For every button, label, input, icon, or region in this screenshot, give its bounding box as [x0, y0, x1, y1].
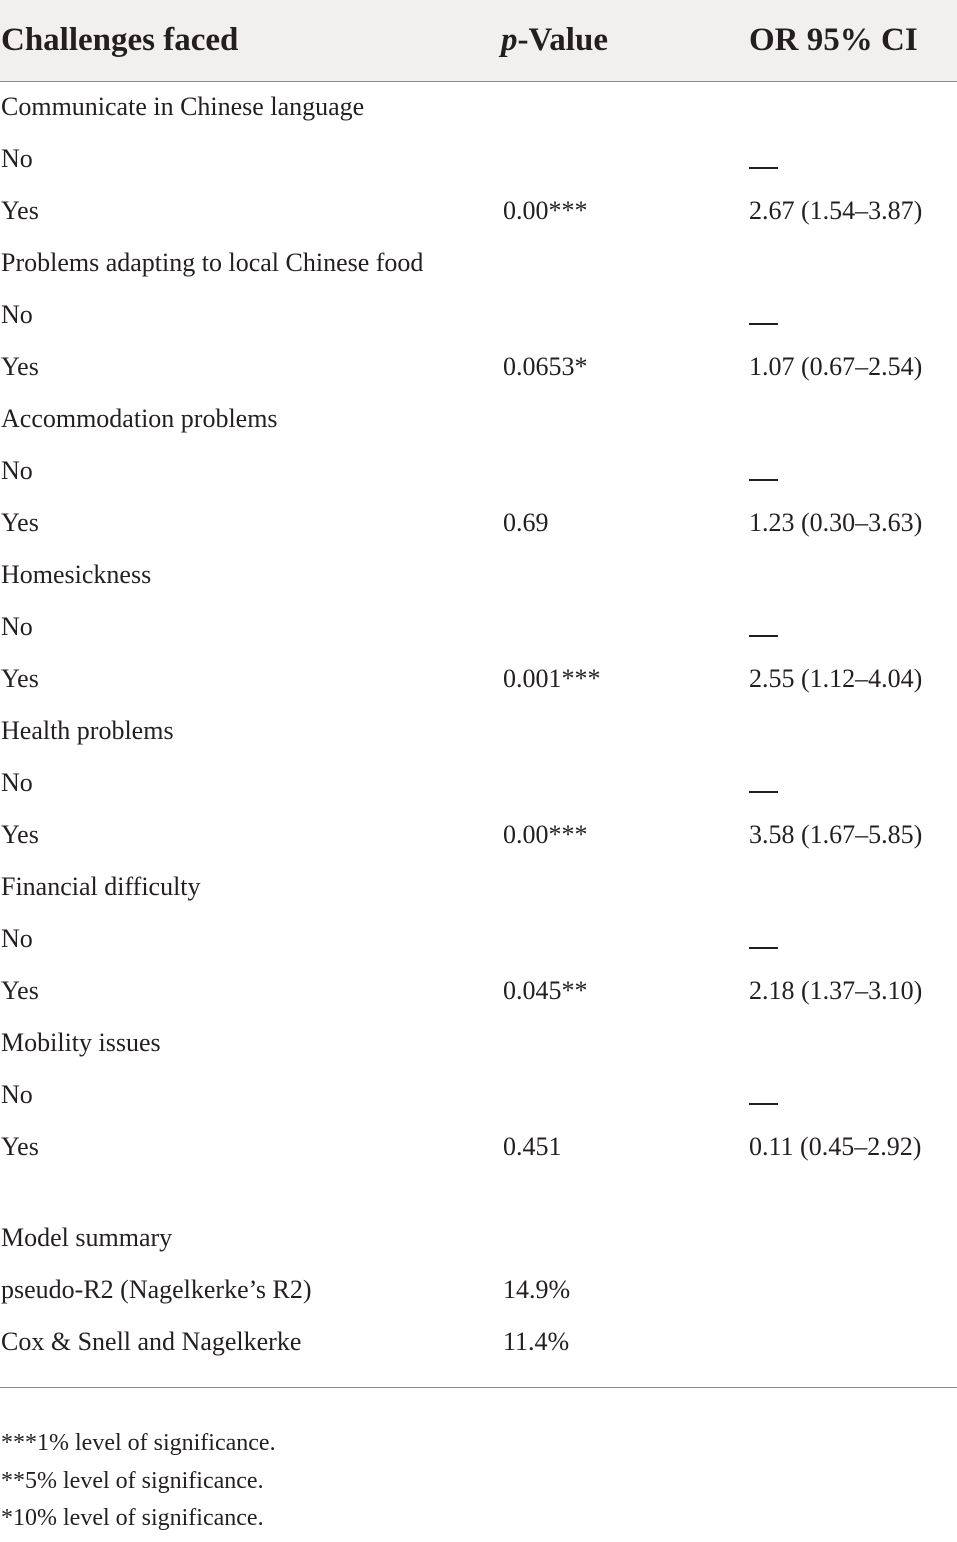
- row-label: Mobility issues: [1, 1028, 161, 1057]
- odds-ratio-cell: 2.67 (1.54–3.87): [749, 196, 923, 225]
- row-label: Yes: [1, 196, 39, 225]
- odds-ratio-cell: 3.58 (1.67–5.85): [749, 820, 923, 849]
- header-challenges-faced: Challenges faced: [1, 22, 239, 58]
- table-row: [0, 341, 957, 393]
- row-label: No: [1, 612, 33, 641]
- odds-ratio-cell: 0.11 (0.45–2.92): [749, 1132, 922, 1161]
- table-row: [0, 1212, 957, 1264]
- footnote: ***1% level of significance.: [1, 1430, 276, 1456]
- row-label: Financial difficulty: [1, 872, 201, 901]
- p-value-cell: 14.9%: [503, 1275, 571, 1304]
- row-label: Yes: [1, 976, 39, 1005]
- reference-dash: [749, 931, 778, 949]
- odds-ratio-cell: 2.55 (1.12–4.04): [749, 664, 923, 693]
- row-label: Accommodation problems: [1, 404, 278, 433]
- row-label: Yes: [1, 820, 39, 849]
- table-row: [0, 809, 957, 861]
- table-row: [0, 1069, 957, 1121]
- table-row: [0, 185, 957, 237]
- reference-dash: [749, 1087, 778, 1105]
- p-value-cell: 0.00***: [503, 820, 588, 849]
- row-label: Model summary: [1, 1223, 173, 1252]
- row-label: Yes: [1, 1132, 39, 1161]
- p-value-cell: 0.451: [503, 1132, 562, 1161]
- header-p-value: [501, 18, 608, 62]
- p-value-cell: 0.045**: [503, 976, 588, 1005]
- table-row: [0, 81, 957, 133]
- row-label: No: [1, 144, 33, 173]
- row-label: Yes: [1, 664, 39, 693]
- table-row: [0, 965, 957, 1017]
- table-row: [0, 1121, 957, 1173]
- odds-ratio-cell: 2.18 (1.37–3.10): [749, 976, 923, 1005]
- footnote: *10% level of significance.: [1, 1505, 264, 1531]
- row-label: No: [1, 768, 33, 797]
- table-row: [0, 497, 957, 549]
- table-footnotes: [1, 1425, 276, 1538]
- table-row: [0, 1316, 957, 1368]
- table-row: [0, 289, 957, 341]
- row-label: Yes: [1, 352, 39, 381]
- table-row: [0, 549, 957, 601]
- table-row: [0, 601, 957, 653]
- row-label: Cox & Snell and Nagelkerke: [1, 1327, 302, 1356]
- header-p-rest: -Value: [517, 22, 608, 58]
- table-row: [0, 913, 957, 965]
- table-row: [0, 133, 957, 185]
- footnote: **5% level of significance.: [1, 1467, 264, 1494]
- row-label: No: [1, 1080, 33, 1109]
- row-label: Communicate in Chinese language: [1, 92, 365, 121]
- p-value-cell: 0.001***: [503, 664, 601, 693]
- header-p-italic: p: [501, 22, 518, 58]
- row-label: pseudo-R2 (Nagelkerke’s R2): [1, 1275, 312, 1304]
- reference-dash: [749, 151, 778, 169]
- row-label: Health problems: [1, 716, 174, 745]
- table-row: [0, 861, 957, 913]
- table-header: [0, 0, 957, 82]
- p-value-cell: 0.00***: [503, 196, 588, 225]
- p-value-cell: 0.0653*: [503, 352, 588, 381]
- table-row: [0, 757, 957, 809]
- table-row: [0, 705, 957, 757]
- row-label: No: [1, 924, 33, 953]
- odds-ratio-cell: 1.23 (0.30–3.63): [749, 508, 923, 537]
- table-row: [0, 445, 957, 497]
- row-label: No: [1, 300, 33, 329]
- table-row: [0, 1264, 957, 1316]
- header-or-ci: OR 95% CI: [749, 22, 918, 58]
- reference-dash: [749, 463, 778, 481]
- p-value-cell: 11.4%: [503, 1327, 570, 1356]
- row-label: No: [1, 456, 33, 485]
- table-bottom-rule: [0, 1387, 957, 1388]
- table-row: [0, 393, 957, 445]
- reference-dash: [749, 307, 778, 325]
- reference-dash: [749, 775, 778, 793]
- row-label: Yes: [1, 508, 39, 537]
- reference-dash: [749, 619, 778, 637]
- p-value-cell: 0.69: [503, 508, 549, 537]
- row-label: Problems adapting to local Chinese food: [1, 248, 424, 277]
- odds-ratio-cell: 1.07 (0.67–2.54): [749, 352, 923, 381]
- row-label: Homesickness: [1, 560, 152, 589]
- table-row: [0, 1017, 957, 1069]
- table-row: [0, 653, 957, 705]
- table-row: [0, 237, 957, 289]
